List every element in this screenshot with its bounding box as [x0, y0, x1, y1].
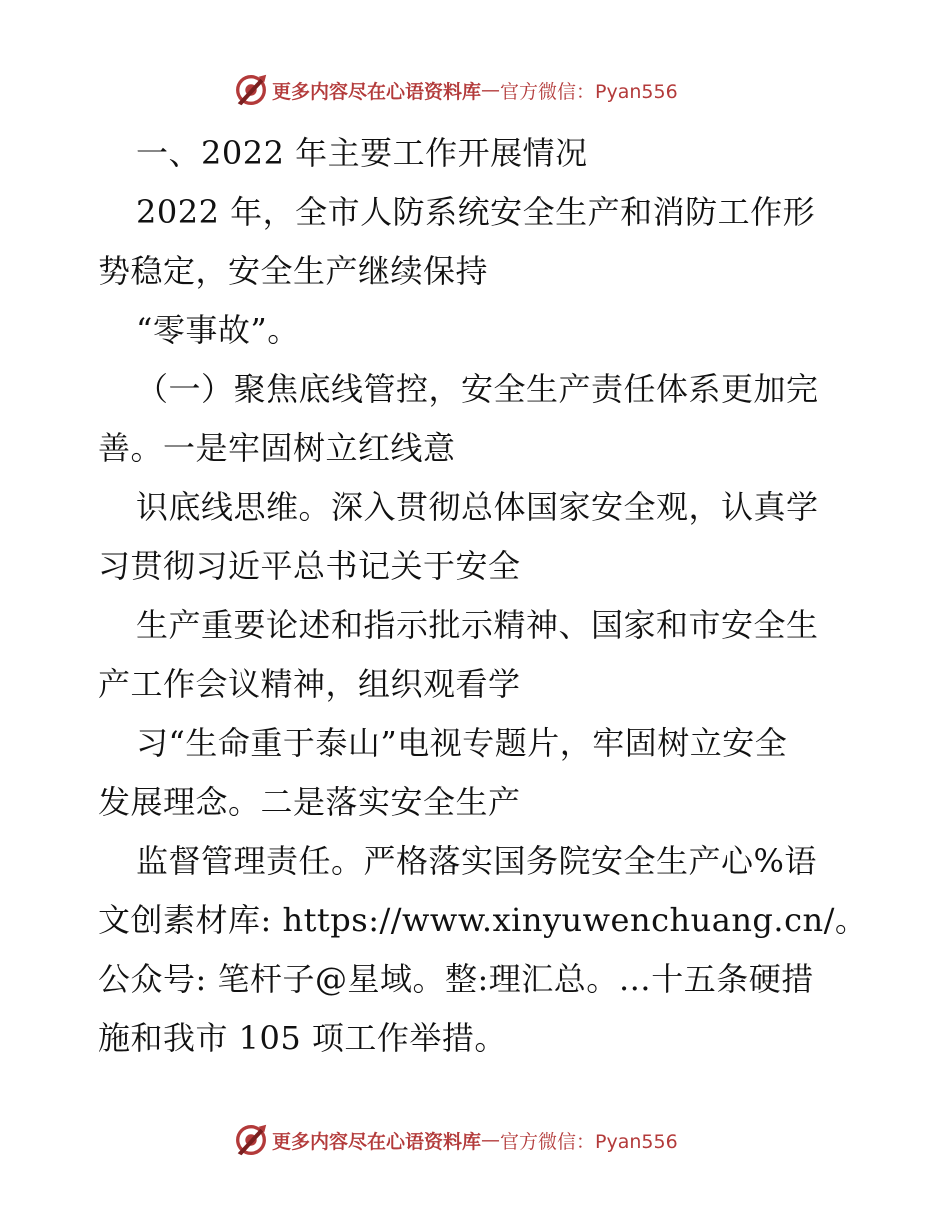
text-line: 一、2022 年主要工作开展情况: [136, 134, 588, 172]
quill-seal-logo-icon: [232, 1121, 270, 1159]
watermark-separator: —: [481, 1129, 501, 1151]
text-line: 识底线思维。深入贯彻总体国家安全观，认真学: [136, 488, 819, 526]
watermark-separator: —: [481, 79, 501, 101]
text-line: 习贯彻习近平总书记关于安全: [98, 547, 521, 585]
text-line: （一）聚焦底线管控，安全生产责任体系更加完: [136, 370, 819, 408]
watermark-footer: [232, 1120, 678, 1160]
text-line: 公众号: 笔杆子@星域。整:理汇总。…十五条硬措: [98, 960, 814, 998]
document-body: [98, 124, 868, 1068]
text-line: 习“生命重于泰山”电视专题片，牢固树立安全: [136, 724, 788, 762]
text-line: 产工作会议精神，组织观看学: [98, 665, 521, 703]
text-line: “零事故”。: [136, 311, 300, 349]
text-line: 善。一是牢固树立红线意: [98, 429, 456, 467]
watermark-site-text: 更多内容尽在心语资料库: [272, 80, 482, 103]
text-line: 发展理念。二是落实安全生产: [98, 783, 521, 821]
watermark-wechat-text: 官方微信：Pyan556: [500, 1130, 678, 1153]
text-line: 施和我市 105 项工作举措。: [98, 1019, 507, 1057]
text-line: 2022 年，全市人防系统安全生产和消防工作形: [136, 193, 816, 231]
text-line: 生产重要论述和指示批示精神、国家和市安全生: [136, 606, 819, 644]
text-line: 监督管理责任。严格落实国务院安全生产心%语: [136, 842, 817, 880]
watermark-site-text: 更多内容尽在心语资料库: [272, 1130, 482, 1153]
quill-seal-logo-icon: [232, 71, 270, 109]
watermark-header: [232, 70, 678, 110]
text-line: 文创素材库: https://www.xinyuwenchuang.cn/。: [98, 901, 868, 939]
text-line: 势稳定，安全生产继续保持: [98, 252, 489, 290]
watermark-wechat-text: 官方微信：Pyan556: [500, 80, 678, 103]
